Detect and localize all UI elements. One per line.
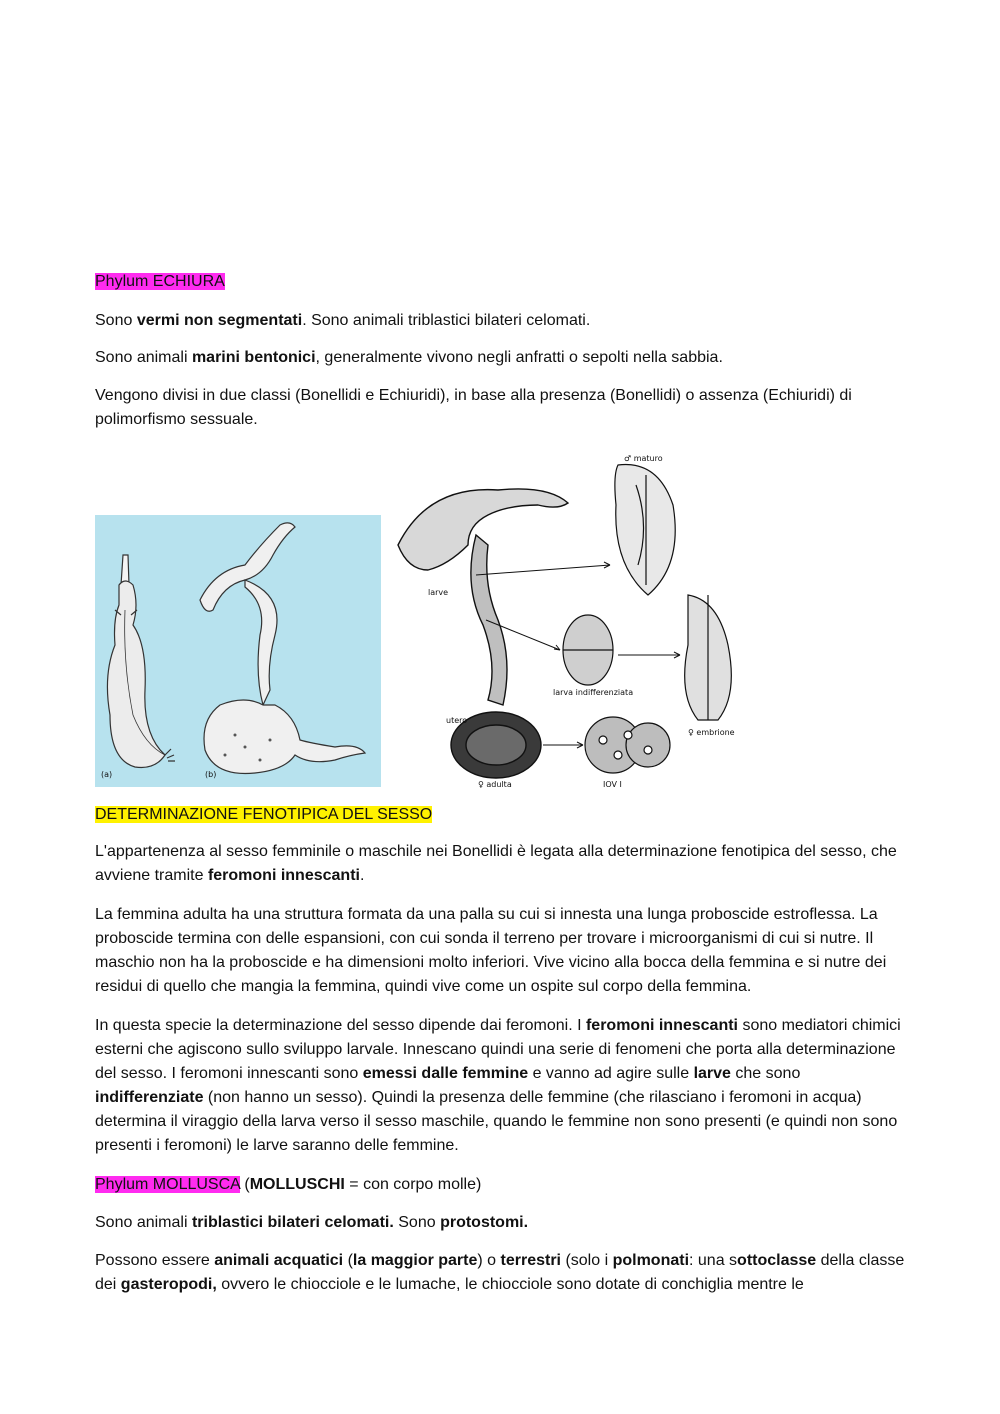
paragraph-echiura-1: Sono vermi non segmentati. Sono animali triblastici bilateri celomati. [95,312,591,329]
label-larve: larve [428,588,449,597]
female-bonellia-illustration [398,489,568,778]
embryo-illustration [685,595,732,720]
label-adulta: ♀ adulta [478,780,512,789]
label-iov: IOV I [603,780,622,789]
paragraph-determination-3: In questa specie la determinazione del sesso dipende dai feromoni. I feromoni innescanti sono mediatori chimici esterni che agiscono sullo sviluppo larvale. Innescano quindi una serie di fenomeni che porta alla determinazione del sesso. I feromoni innescanti sono emessi dalle femmine e vanno ad agire sulle larve che sono indifferenziate (non hanno un sesso). Quindi la presenza delle femmine (che rilasciano i feromoni in acqua) determina il viraggio della larva verso il sesso maschile, quando le femmine non sono presenti (e quindi non sono presenti i feromoni) le larve saranno delle femmine. [95,1017,901,1154]
label-maturo: ♂ maturo [624,454,663,463]
mollusca-heading: Phylum MOLLUSCA (MOLLUSCHI = con corpo molle) [95,1176,482,1193]
paragraph-mollusca-1: Sono animali triblastici bilateri celomati. Sono protostomi. [95,1214,529,1231]
worm-a-illustration [107,555,175,768]
label-b: (b) [205,770,217,779]
echiura-heading: Phylum ECHIURA [95,273,225,290]
paragraph-determination-1: L'appartenenza al sesso femminile o maschile nei Bonellidi è legata alla determinazione fenotipica del sesso, che avviene tramite feromoni innescanti. [95,843,897,884]
paragraph-echiura-3: Vengono divisi in due classi (Bonellidi e Echiuridi), in base alla presenza (Bonellidi) o assenza (Echiuridi) di polimorfismo sessuale. [95,387,852,428]
label-utero: utero [446,716,468,725]
paragraph-echiura-2: Sono animali marini bentonici, generalmente vivono negli anfratti o sepolti nella sabbia. [95,349,723,366]
label-a: (a) [101,770,113,779]
figure-bonellia-life-cycle [388,445,780,790]
paragraph-determination-2: La femmina adulta ha una struttura formata da una palla su cui si innesta una lunga proboscide estroflessa. La proboscide termina con delle espansioni, con cui sonda il terreno per trovare i microorganismi di cui si nutre. Il maschio non ha la proboscide e ha dimensioni molto inferiori. Vive vicino alla bocca della femmina e si nutre dei residui di quello che mangia la femmina, quindi vive come un ospite sul corpo della femmina. [95,906,887,995]
paragraph-mollusca-2: Possono essere animali acquatici (la maggior parte) o terrestri (solo i polmonati: una sottoclasse della classe dei gasteropodi, ovvero le chiocciole e le lumache, le chiocciole sono dotate di conchiglia mentre le [95,1252,905,1293]
egg-cluster-illustration [585,717,670,773]
determination-heading: DETERMINAZIONE FENOTIPICA DEL SESSO [95,806,433,823]
figure-echiura-worms [95,515,381,787]
label-embrione: ♀ embrione [688,728,735,737]
worm-b-illustration [200,523,365,774]
mature-male-illustration [615,465,675,596]
indifferent-larva-illustration [563,615,613,685]
label-larva-indifferenziata: larva indifferenziata [553,688,634,697]
